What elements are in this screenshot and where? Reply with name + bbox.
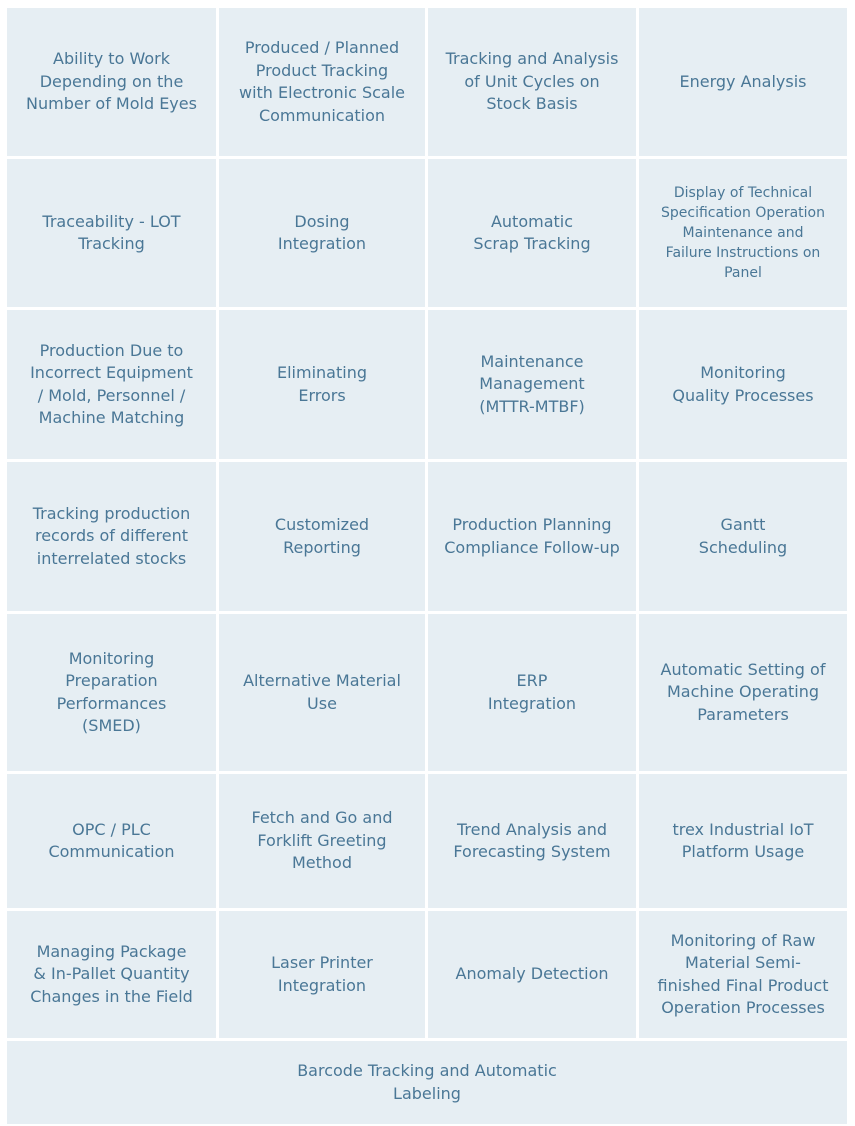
feature-cell: Produced / Planned Product Tracking with Electronic Scale Communication — [219, 8, 425, 156]
feature-cell: Fetch and Go and Forklift Greeting Method — [219, 774, 425, 908]
feature-grid — [7, 8, 847, 1126]
feature-cell: Automatic Setting of Machine Operating Parameters — [639, 614, 847, 771]
feature-cell: OPC / PLC Communication — [7, 774, 216, 908]
feature-cell: Dosing Integration — [219, 159, 425, 307]
feature-cell: Monitoring Preparation Performances (SMED) — [7, 614, 216, 771]
feature-cell: Ability to Work Depending on the Number of Mold Eyes — [7, 8, 216, 156]
feature-cell: Display of Technical Specification Operation Maintenance and Failure Instructions on Panel — [639, 159, 847, 307]
feature-cell: Gantt Scheduling — [639, 462, 847, 611]
feature-cell: Trend Analysis and Forecasting System — [428, 774, 636, 908]
feature-cell: Monitoring of Raw Material Semi- finished Final Product Operation Processes — [639, 911, 847, 1038]
feature-cell: Traceability - LOT Tracking — [7, 159, 216, 307]
feature-cell-wide: Barcode Tracking and Automatic Labeling — [7, 1041, 847, 1124]
feature-cell: Managing Package & In-Pallet Quantity Changes in the Field — [7, 911, 216, 1038]
feature-cell: Tracking and Analysis of Unit Cycles on Stock Basis — [428, 8, 636, 156]
feature-cell: Maintenance Management (MTTR-MTBF) — [428, 310, 636, 459]
feature-cell: Automatic Scrap Tracking — [428, 159, 636, 307]
feature-cell: Eliminating Errors — [219, 310, 425, 459]
feature-cell: Anomaly Detection — [428, 911, 636, 1038]
feature-cell: trex Industrial IoT Platform Usage — [639, 774, 847, 908]
feature-cell: Tracking production records of different interrelated stocks — [7, 462, 216, 611]
feature-cell: Monitoring Quality Processes — [639, 310, 847, 459]
feature-cell: Production Planning Compliance Follow-up — [428, 462, 636, 611]
feature-cell: Energy Analysis — [639, 8, 847, 156]
feature-cell: Customized Reporting — [219, 462, 425, 611]
feature-cell: Laser Printer Integration — [219, 911, 425, 1038]
feature-cell: ERP Integration — [428, 614, 636, 771]
feature-cell: Production Due to Incorrect Equipment / Mold, Personnel / Machine Matching — [7, 310, 216, 459]
feature-cell: Alternative Material Use — [219, 614, 425, 771]
